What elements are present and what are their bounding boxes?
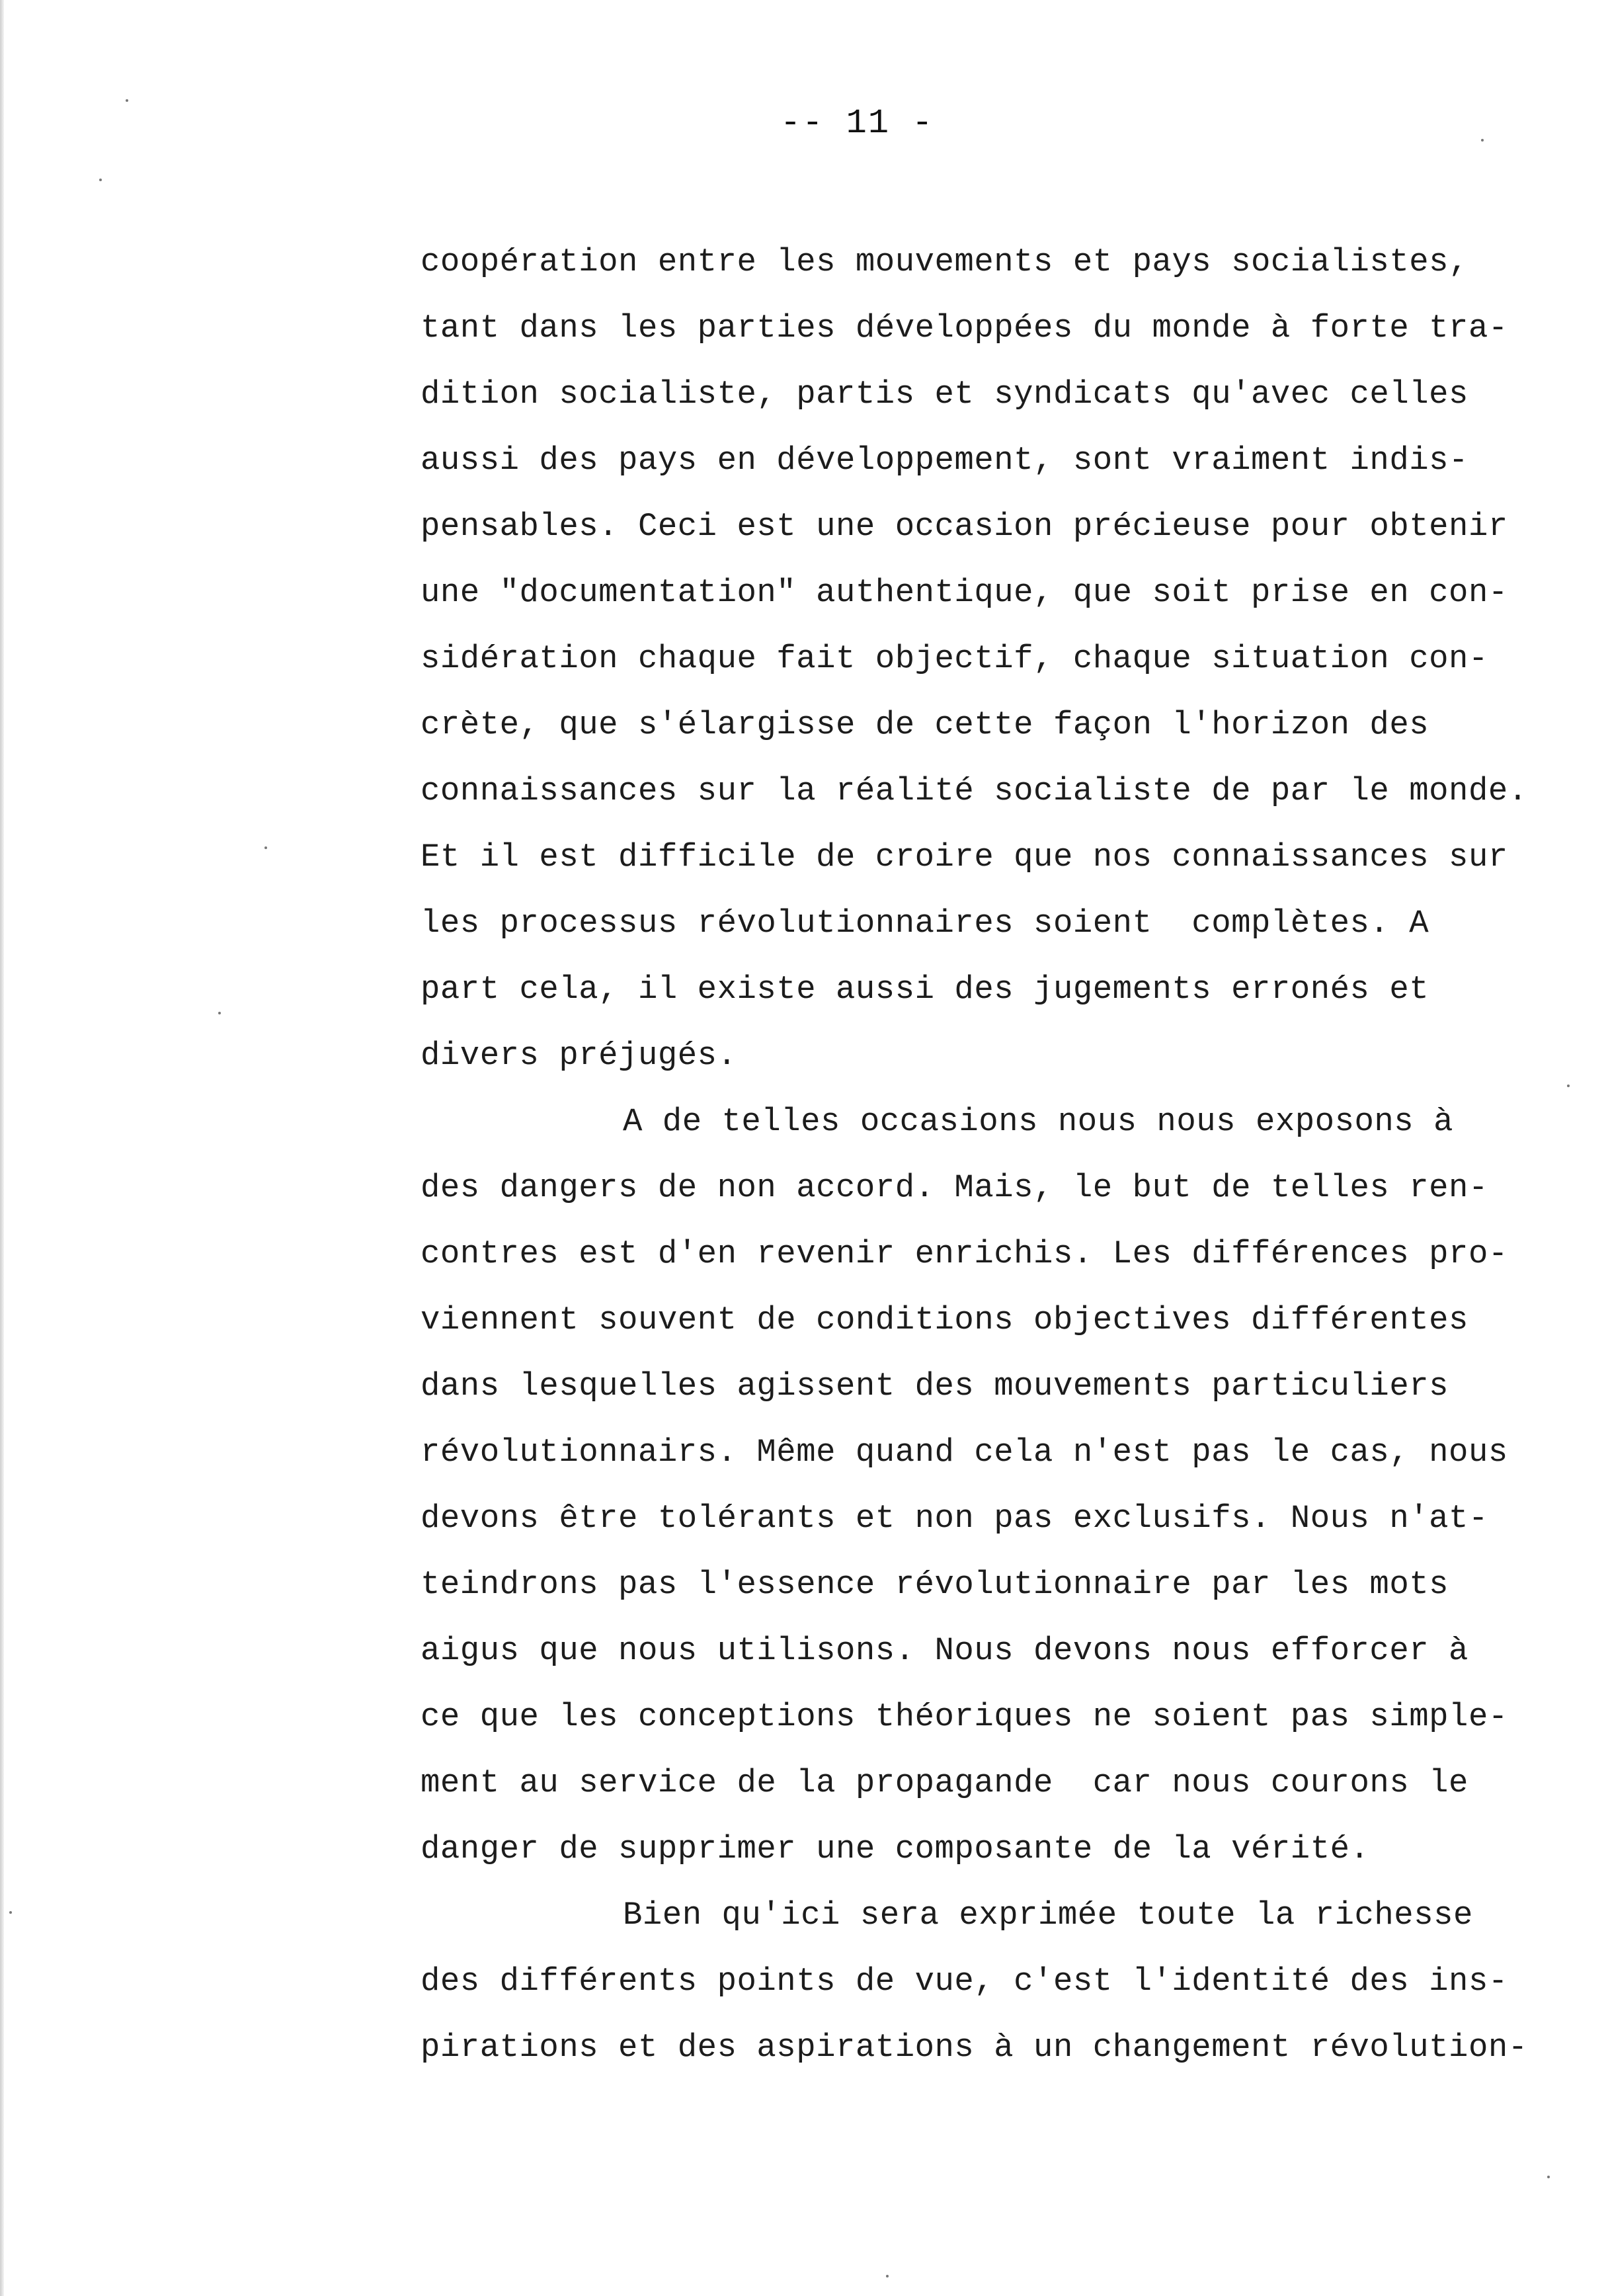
scan-speck [218, 1012, 221, 1014]
scan-speck [1481, 139, 1484, 142]
text-line: contres est d'en revenir enrichis. Les différences pro- [421, 1235, 1508, 1272]
scan-speck [126, 99, 128, 102]
scan-speck [1567, 1085, 1570, 1087]
text-line: connaissances sur la réalité socialiste de par le monde. [421, 772, 1528, 809]
text-line: des différents points de vue, c'est l'identité des ins- [421, 1963, 1508, 2000]
scan-speck [99, 179, 102, 181]
text-line: dans lesquelles agissent des mouvements particuliers [421, 1368, 1449, 1405]
text-line: des dangers de non accord. Mais, le but de telles ren- [421, 1169, 1488, 1206]
scan-speck [1547, 2176, 1550, 2178]
text-line: dition socialiste, partis et syndicats qu'avec celles [421, 376, 1468, 413]
text-line: divers préjugés. [421, 1037, 737, 1074]
text-line: danger de supprimer une composante de la vérité. [421, 1830, 1370, 1867]
page-edge-shadow [0, 0, 4, 2296]
text-line: devons être tolérants et non pas exclusifs. Nous n'at- [421, 1500, 1488, 1537]
text-line: aussi des pays en développement, sont vraiment indis- [421, 442, 1468, 479]
text-line: viennent souvent de conditions objectives différentes [421, 1301, 1468, 1338]
body-text [421, 229, 1558, 2080]
text-line: les processus révolutionnaires soient complètes. A [421, 905, 1429, 942]
page-number: -- 11 - [780, 104, 934, 143]
text-line: pirations et des aspirations à un changement révolution- [421, 2029, 1528, 2066]
text-line: une "documentation" authentique, que soit prise en con- [421, 574, 1508, 611]
text-line: part cela, il existe aussi des jugements erronés et [421, 971, 1429, 1008]
paragraph-1 [421, 229, 1558, 1088]
scan-speck [9, 1911, 12, 1914]
text-line: coopération entre les mouvements et pays socialistes, [421, 243, 1468, 280]
text-line: pensables. Ceci est une occasion précieuse pour obtenir [421, 508, 1508, 545]
text-line: tant dans les parties développées du monde à forte tra- [421, 309, 1508, 347]
text-line-indented: A de telles occasions nous nous exposons à [623, 1103, 1454, 1140]
paragraph-2 [421, 1088, 1558, 1882]
scan-speck [886, 2275, 889, 2277]
text-line-indented: Bien qu'ici sera exprimée toute la richesse [623, 1897, 1473, 1934]
text-line: teindrons pas l'essence révolutionnaire par les mots [421, 1566, 1449, 1603]
scan-speck [264, 846, 267, 849]
text-line: ce que les conceptions théoriques ne soient pas simple- [421, 1698, 1508, 1735]
text-line: Et il est difficile de croire que nos connaissances sur [421, 839, 1508, 876]
text-line: crète, que s'élargisse de cette façon l'horizon des [421, 706, 1429, 743]
text-line: révolutionnairs. Même quand cela n'est pas le cas, nous [421, 1434, 1508, 1471]
text-line: aigus que nous utilisons. Nous devons nous efforcer à [421, 1632, 1468, 1669]
text-line: sidération chaque fait objectif, chaque situation con- [421, 640, 1488, 677]
text-line: ment au service de la propagande car nous courons le [421, 1764, 1468, 1801]
paragraph-3 [421, 1882, 1558, 2080]
